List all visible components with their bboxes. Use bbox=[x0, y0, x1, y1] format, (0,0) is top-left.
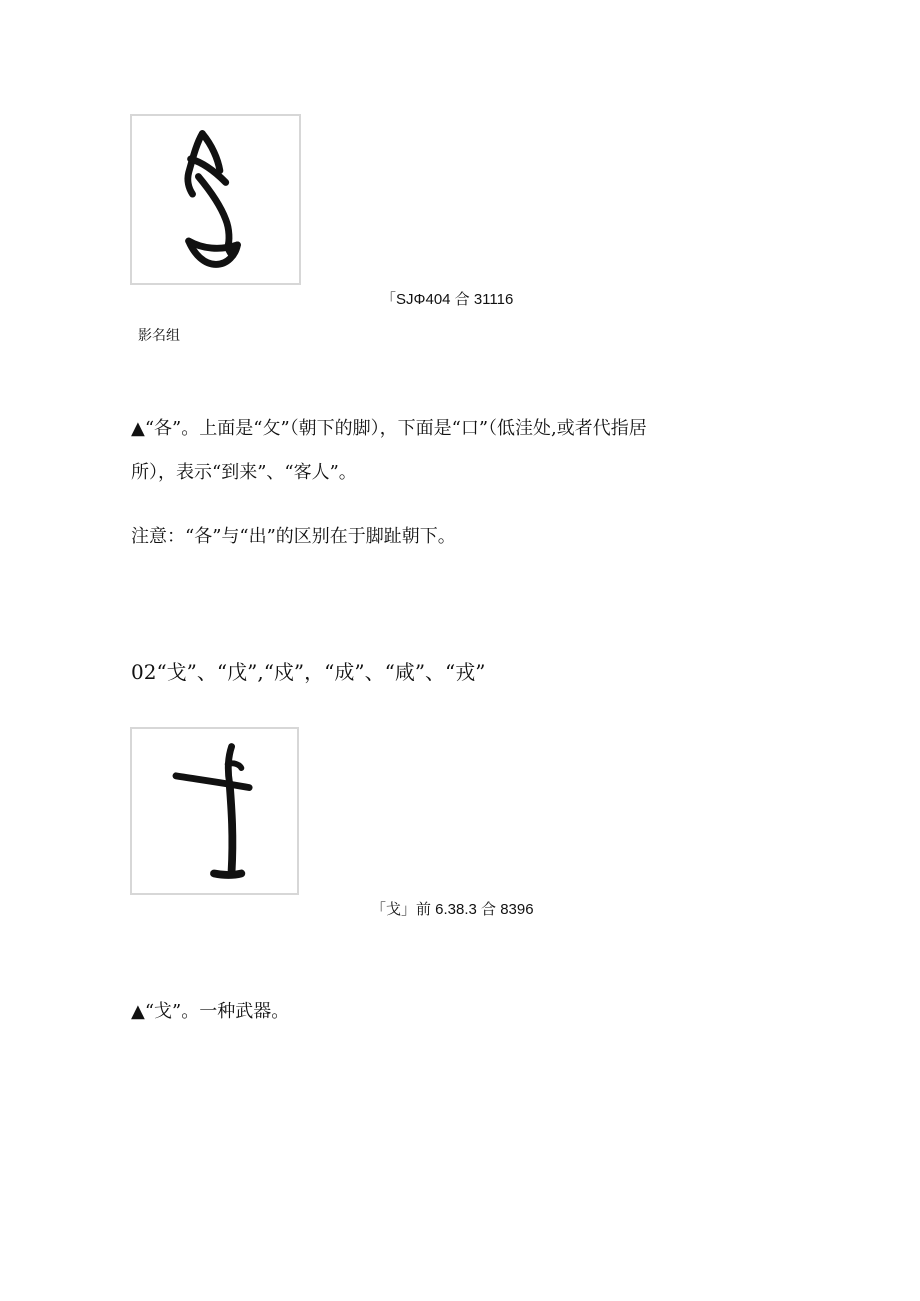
note-ge: 注意：“各”与“出”的区别在于脚趾朝下。 bbox=[131, 526, 456, 547]
description-ge-line1: ▲“各”。上面是“攵”（朝下的脚），下面是“口”（低洼处,或者代指居 bbox=[131, 418, 647, 439]
glyph-image-ge bbox=[130, 114, 301, 285]
description-ge-dagger: ▲“戈”。一种武器。 bbox=[131, 1001, 290, 1022]
description-ge-line2: 所），表示“到来”、“客人”。 bbox=[131, 462, 357, 483]
glyph-caption-ge: 「SJΦ404 合 31116 bbox=[381, 291, 514, 308]
oracle-bone-ge-icon bbox=[132, 116, 299, 283]
source-label: 影名组 bbox=[138, 327, 180, 343]
glyph-image-ge-dagger bbox=[130, 727, 299, 895]
oracle-bone-ge-dagger-icon bbox=[132, 729, 297, 893]
section-heading-02: 02“戈”、“戊”,“戍”，“成”、“咸”、“戎” bbox=[131, 660, 486, 684]
glyph-caption-ge-dagger: 「戈」前 6.38.3 合 8396 bbox=[371, 901, 534, 918]
